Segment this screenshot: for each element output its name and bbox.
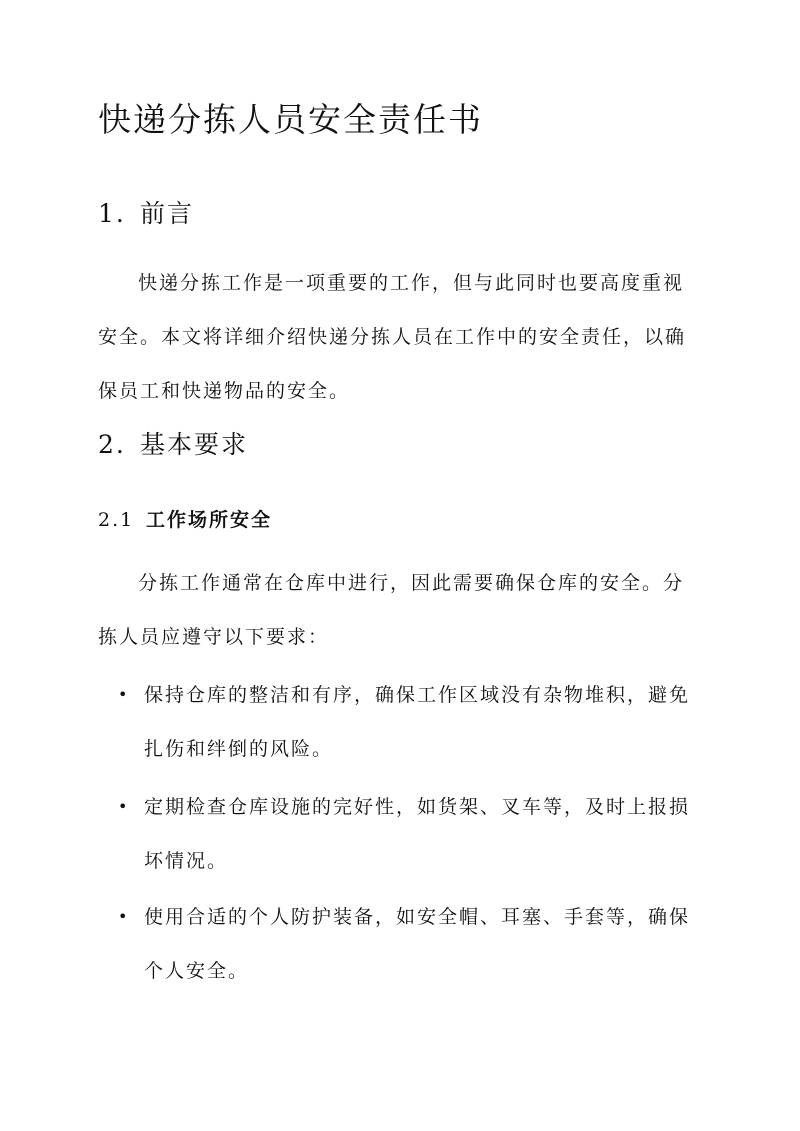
bullet-icon: • (118, 685, 130, 704)
subsection-title: 工作场所安全 (146, 509, 273, 531)
list-item-text: 使用合适的个人防护装备，如安全帽、耳塞、手套等，确保个人安全。 (144, 906, 691, 982)
subsection-number: 2.1 (98, 509, 135, 531)
list-item (98, 668, 704, 776)
subsection-heading-workplace-safety (98, 506, 272, 534)
preface-paragraph: 快递分拣工作是一项重要的工作，但与此同时也要高度重视安全。本文将详细介绍快递分拣人员在工作中的安全责任，以确保员工和快递物品的安全。 (98, 272, 687, 402)
section-number: 1. (98, 199, 126, 228)
list-item-text: 保持仓库的整洁和有序，确保工作区域没有杂物堆积，避免扎伤和绊倒的风险。 (144, 684, 691, 760)
section-title: 前言 (140, 199, 195, 228)
bullet-icon: • (118, 907, 130, 926)
workplace-safety-paragraph: 分拣工作通常在仓库中进行，因此需要确保仓库的安全。分拣人员应遵守以下要求： (98, 572, 685, 648)
list-item (98, 780, 704, 888)
section-number: 2. (98, 430, 126, 459)
document-title: 快递分拣人员安全责任书 (98, 100, 483, 139)
section-title: 基本要求 (140, 430, 249, 459)
bullet-icon: • (118, 797, 130, 816)
list-item (98, 890, 704, 998)
section-heading-basic-requirements (98, 427, 248, 463)
list-item-text: 定期检查仓库设施的完好性，如货架、叉车等，及时上报损坏情况。 (144, 796, 691, 872)
section-heading-preface (98, 196, 194, 232)
